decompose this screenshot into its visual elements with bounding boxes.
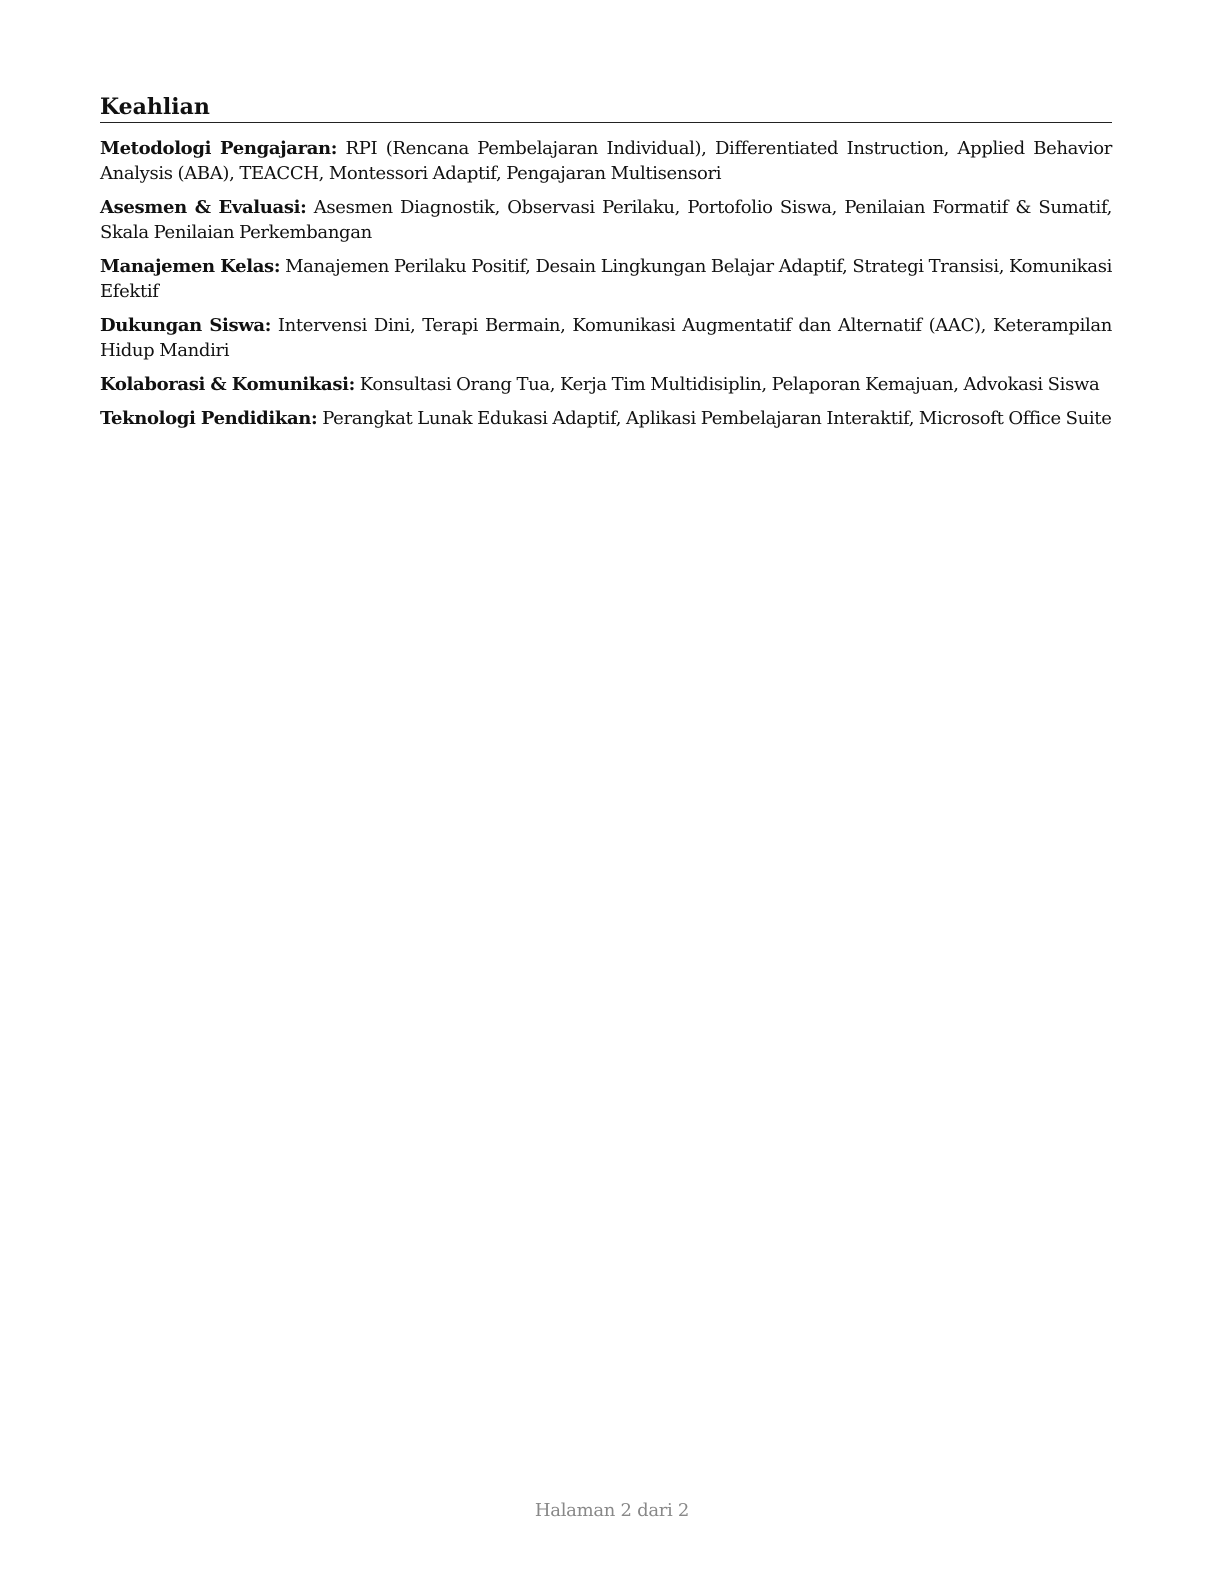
skill-label: Manajemen Kelas: bbox=[100, 256, 281, 277]
skill-text: Intervensi Dini, Terapi Bermain, Komunikasi Augmentatif dan Alternatif (AAC), Keterampilan Hidup Mandiri bbox=[100, 315, 1113, 361]
skill-item-kolaborasi bbox=[100, 372, 1112, 397]
skill-item-teknologi bbox=[100, 406, 1112, 431]
skill-item-dukungan bbox=[100, 313, 1112, 363]
section-title: Keahlian bbox=[100, 92, 1112, 123]
skill-item-asesmen bbox=[100, 195, 1112, 245]
skill-text: Manajemen Perilaku Positif, Desain Lingkungan Belajar Adaptif, Strategi Transisi, Komunikasi Efektif bbox=[100, 256, 1112, 302]
skill-label: Teknologi Pendidikan: bbox=[100, 408, 318, 429]
document-page bbox=[100, 92, 1112, 440]
skill-item-manajemen bbox=[100, 254, 1112, 304]
skill-label: Metodologi Pengajaran: bbox=[100, 138, 338, 159]
skill-text: Asesmen Diagnostik, Observasi Perilaku, Portofolio Siswa, Penilaian Formatif & Sumatif, Skala Penilaian Perkembangan bbox=[100, 197, 1113, 243]
skill-text: Konsultasi Orang Tua, Kerja Tim Multidisiplin, Pelaporan Kemajuan, Advokasi Siswa bbox=[359, 374, 1100, 395]
skill-text: RPI (Rencana Pembelajaran Individual), Differentiated Instruction, Applied Behavior Analysis (ABA), TEACCH, Montessori Adaptif, Pengajaran Multisensori bbox=[100, 138, 1112, 184]
page-number-footer: Halaman 2 dari 2 bbox=[534, 1500, 690, 1521]
skills-list bbox=[100, 136, 1112, 431]
skill-label: Kolaborasi & Komunikasi: bbox=[100, 374, 355, 395]
skill-item-metodologi bbox=[100, 136, 1112, 186]
skill-label: Asesmen & Evaluasi: bbox=[100, 197, 307, 218]
skill-label: Dukungan Siswa: bbox=[100, 315, 271, 336]
skill-text: Perangkat Lunak Edukasi Adaptif, Aplikasi Pembelajaran Interaktif, Microsoft Office Suite bbox=[322, 408, 1112, 429]
